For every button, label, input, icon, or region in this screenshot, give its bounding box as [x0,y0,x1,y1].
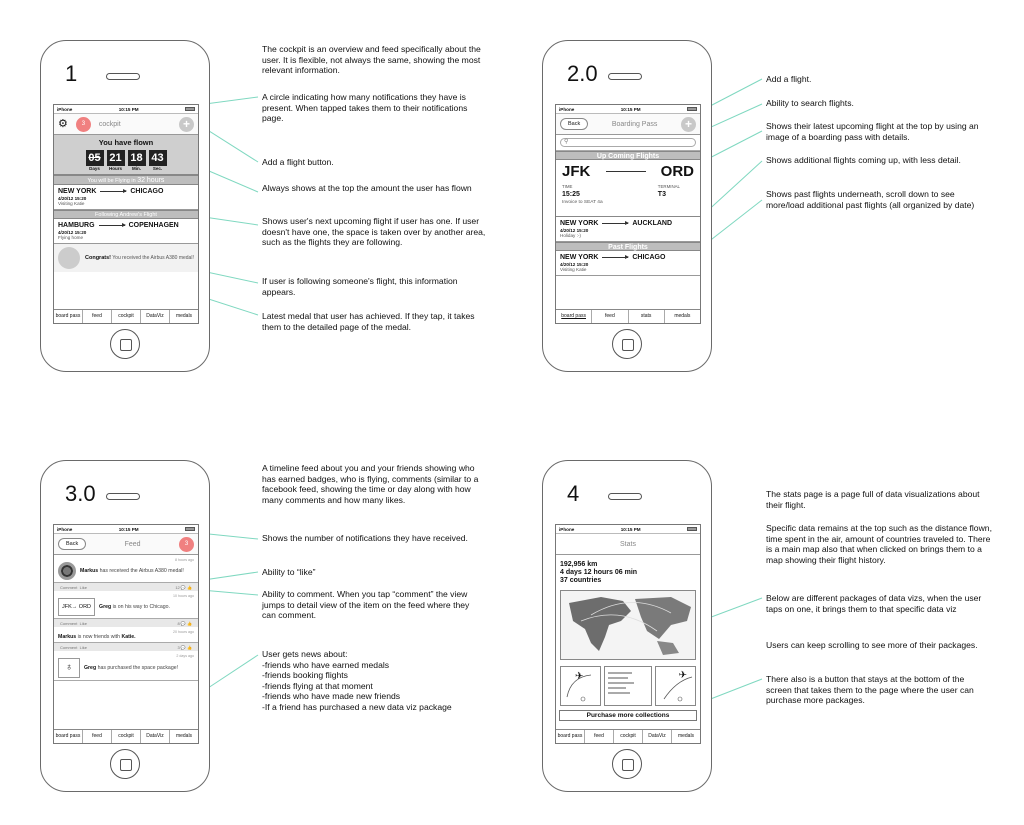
comment-button[interactable]: Comment [60,644,78,650]
comment-button[interactable]: Comment [60,584,78,590]
world-map-icon [561,591,696,659]
add-flight-button[interactable]: + [179,117,194,132]
thumbs-up-icon: 👍 [187,584,192,590]
home-button[interactable] [110,749,140,779]
flown-title: You have flown [98,138,154,147]
following-bar: Following Andrew's Flight [54,210,198,219]
medal-badge-icon [58,562,76,580]
tab-medals[interactable]: medals [175,313,193,319]
dataviz-package[interactable] [560,666,601,706]
phone-mockup-stats [542,460,712,792]
add-flight-button[interactable]: + [681,117,696,132]
status-bar: iPhone 10:15 PM [556,105,700,114]
flown-panel [54,135,198,175]
carrier-label: iPhone [57,106,73,112]
tab-board-pass[interactable]: board pass [54,730,83,743]
page-title: Stats [620,540,636,548]
cockpit-screen [53,104,199,324]
upcoming-flight[interactable]: NEW YORK AUCKLAND 4/20/12 15:20 Holiday :-) [556,217,700,242]
phone-mockup-feed [40,460,210,792]
tab-dataviz[interactable]: DataViz [643,730,672,743]
phone-mockup-cockpit [40,40,210,372]
rocket-package-icon: ♁ [58,658,80,678]
tab-bar [54,309,198,323]
status-bar: iPhone 10:15 PM [54,525,198,534]
feed-item[interactable]: 20 hours ago Markus is now friends with Katie. [54,627,198,643]
latest-medal[interactable]: Congrats! You received the Airbus A380 medal! [54,244,198,272]
like-button[interactable]: Like [79,584,87,590]
past-flights-bar: Past Flights [556,242,700,251]
battery-icon [687,107,697,111]
tab-board-pass[interactable]: board pass [556,310,592,323]
flying-in-bar: You will be Flying in 32 hours [54,175,198,185]
page-title: Boarding Pass [611,120,658,128]
annotation: Add a flight button. [262,157,334,167]
notification-badge[interactable]: 3 [76,117,91,132]
tab-bar [556,309,700,323]
feed-screen [53,524,199,744]
battery-icon [687,527,697,531]
annotation: Ability to search flights. [766,98,854,108]
tab-dataviz[interactable]: DataViz [141,310,170,323]
annotation: Add a flight. [766,74,812,84]
list-chart-icon [608,672,632,674]
action-row: Comment Like 3 💬 👍 [54,643,198,651]
search-icon: ⚲ [564,139,569,145]
tab-board-pass[interactable]: board pass [54,310,83,323]
tab-cockpit[interactable]: cockpit [614,730,643,743]
stats-summary: 192,956 km 4 days 12 hours 06 min 37 countries [560,561,638,584]
action-row: Comment Like 12 💬 👍 [54,583,198,591]
page-title: cockpit [98,120,121,128]
annotation: Shows additional flights coming up, with less detail. [766,155,961,165]
next-flight[interactable]: NEW YORK CHICAGO 4/20/12 15:20 Visiting Katie [54,185,198,210]
feed-item[interactable]: 10 hours ago JFK→ ORD Greg is on his way to Chicago. [54,591,198,619]
screen-number: 3.0 [65,481,96,506]
annotation: If user is following someone's flight, this information appears. [262,276,458,297]
annotation: Ability to comment. When you tap “comment” the view jumps to detail view of the item on the feed where they can comment. [262,589,470,621]
annotation: Below are different packages of data vizs, when the user taps on one, it brings them to that specific data viz [766,593,982,614]
tab-cockpit[interactable]: cockpit [112,730,141,743]
counter-min: 18 Min. [128,150,146,171]
annotation: Users can keep scrolling to see more of their packages. [766,640,978,650]
comment-icon: 💬 [180,620,186,626]
arrow-icon [100,191,126,192]
annotation: Latest medal that user has achieved. If they tap, it takes them to the detailed page of the medal. [262,311,475,332]
tab-bar [556,729,700,743]
flight-box: JFK→ ORD [58,598,95,616]
like-button[interactable]: Like [79,620,87,626]
nav-bar [54,114,198,135]
annotation: Shows user's next upcoming flight if user has one. If user doesn't have one, the space is taken over by another area, such as the flights they are following. [262,216,486,248]
search-input[interactable] [560,138,696,147]
tab-feed[interactable]: feed [83,310,112,323]
comment-icon: 💬 [180,584,186,590]
notification-badge[interactable]: 3 [179,537,194,552]
battery-icon [185,527,195,531]
thumbs-up-icon: 👍 [187,644,192,650]
nav-bar [54,534,198,555]
annotation: Ability to “like” [262,567,316,577]
back-button[interactable]: Back [58,538,86,550]
comment-icon: 💬 [180,644,186,650]
speaker [608,493,642,500]
annotation: Always shows at the top the amount the user has flown [262,183,472,193]
arc-chart-icon [656,667,700,705]
screen-number: 1 [65,61,78,86]
annotation: A circle indicating how many notifications they have is present. When tapped takes them to their notifications page. [262,92,468,124]
tab-medals[interactable]: medals [677,733,695,739]
time-label: 10:15 PM [118,106,139,112]
tab-feed[interactable]: feed [592,310,628,323]
counter-hours: 21 Hours [107,150,125,171]
screen-number: 4 [567,481,580,506]
gear-icon[interactable]: ⚙ [58,117,68,130]
tab-stats[interactable]: stats [629,310,665,323]
annotation: The stats page is a page full of data visualizations about their flight. [766,489,980,510]
status-bar: iPhone 10:15 PM [556,525,700,534]
status-bar [54,105,198,114]
flight-map[interactable] [560,590,696,660]
plane-icon: ✈ [678,670,687,681]
speaker [608,73,642,80]
arrow-icon [606,171,646,172]
counter-days: 05 Days [86,150,104,171]
screen-number: 2.0 [567,61,598,86]
action-row: Comment Like 8 💬 👍 [54,619,198,627]
purchase-button[interactable]: Purchase more collections [559,710,697,721]
annotation: Shows past flights underneath, scroll down to see more/load additional past flights (all organized by date) [766,189,975,210]
dataviz-package[interactable] [604,666,651,706]
upcoming-bar: Up Coming Flights [556,151,700,160]
boarding-pass[interactable]: JFK ORD TIME 15:25 TERMINAL T3 Invoice to SEAT 4a [556,160,700,217]
arc-chart-icon [561,667,605,705]
tab-board-pass[interactable]: board pass [556,730,585,743]
annotation: Shows their latest upcoming flight at the top by using an image of a boarding pass with details. [766,121,979,142]
speaker [106,73,140,80]
arrow-icon [602,257,628,258]
page-title: Feed [124,540,141,548]
tab-medals[interactable]: medals [175,733,193,739]
comment-button[interactable]: Comment [60,620,78,626]
boarding-pass-screen [555,104,701,324]
tab-dataviz[interactable]: DataViz [141,730,170,743]
annotation: A timeline feed about you and your friends showing who has earned badges, who is flying, comments (similar to a facebook feed, showing the time or day along with how many comments and how many likes. [262,463,479,505]
arrow-icon [99,225,125,226]
like-button[interactable]: Like [79,644,87,650]
plane-icon: ✈ [575,671,584,682]
annotation: Specific data remains at the top such as the distance flown, time spent in the air, amount of countries traveled to. There is a main map also that when clicked on brings them to a map showing their flight history. [766,523,992,565]
annotation: Shows the number of notifications they have received. [262,533,468,543]
dataviz-package[interactable] [655,666,696,706]
tab-feed[interactable]: feed [83,730,112,743]
annotation: User gets news about: -friends who have earned medals -friends booking flights -friends flying at that moment -friends who have made new friends -If a friend has purchased a new data viz package [262,649,452,712]
tab-bar [54,729,198,743]
past-flight[interactable]: NEW YORK CHICAGO 4/20/12 15:20 Visiting Katie [556,251,700,276]
nav-bar [556,114,700,135]
home-button[interactable] [612,749,642,779]
battery-icon [185,107,195,111]
back-button[interactable]: Back [560,118,588,130]
feed-item[interactable]: 8 hours ago Markus has received the Airbus A380 medal! [54,555,198,583]
flown-counter [54,150,198,171]
speaker [106,493,140,500]
home-button[interactable] [110,329,140,359]
counter-sec: 43 Sec. [149,150,167,171]
tab-feed[interactable]: feed [585,730,614,743]
medal-icon [58,247,80,269]
stats-screen [555,524,701,744]
tab-medals[interactable]: medals [674,313,691,319]
phone-mockup-boarding-pass [542,40,712,372]
dataviz-packages [556,662,700,706]
thumbs-up-icon: 👍 [187,620,192,626]
feed-item[interactable]: 2 days ago ♁ Greg has purchased the space package! [54,651,198,681]
annotation: The cockpit is an overview and feed specifically about the user. It is flexible, not always the same, showing the most relevant information. [262,44,481,76]
arrow-icon [602,223,628,224]
annotation: There also is a button that stays at the bottom of the screen that takes them to the page where the user can purchase more packages. [766,674,974,706]
home-button[interactable] [612,329,642,359]
followed-flight[interactable]: HAMBURG COPENHAGEN 4/20/12 15:20 Flying home [54,219,198,244]
nav-bar [556,534,700,555]
tab-cockpit[interactable]: cockpit [112,310,141,323]
search-area [556,135,700,151]
